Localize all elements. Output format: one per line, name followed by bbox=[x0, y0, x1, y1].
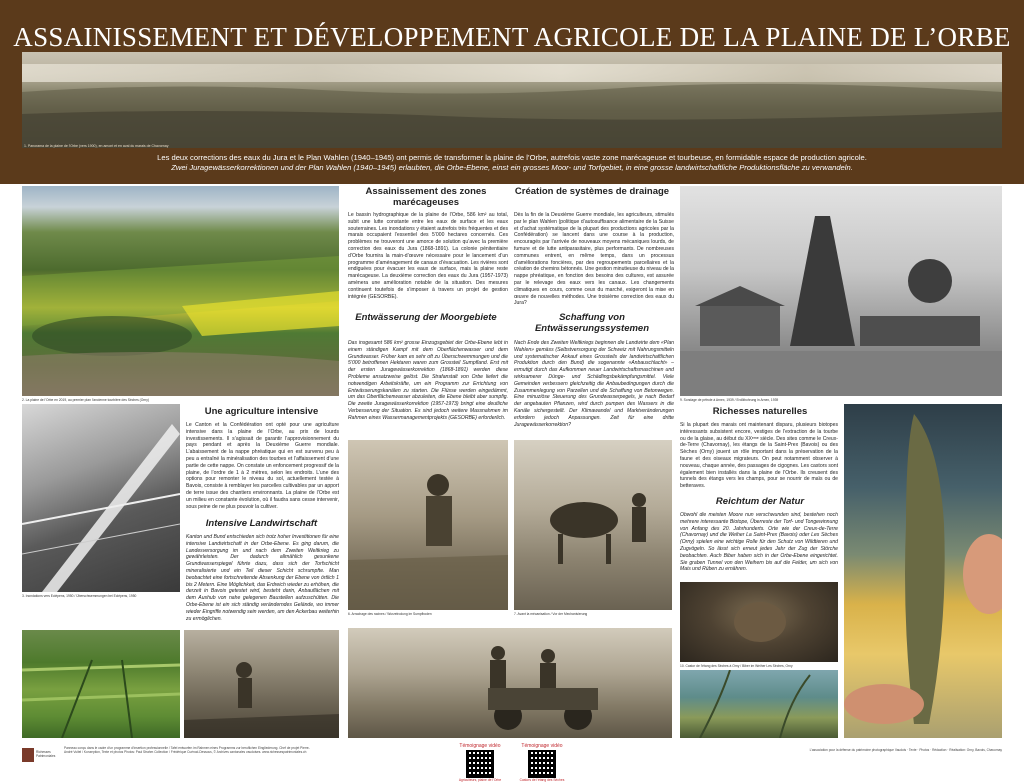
panorama-landscape bbox=[22, 52, 1002, 148]
qr-code-2[interactable] bbox=[528, 750, 556, 778]
video-link-2-sub: Castors de l’étang des Sèches bbox=[519, 778, 565, 782]
caption-photo-7: 7. Avant la mécanisation / Vor der Mechanisierung bbox=[514, 612, 588, 616]
panorama-photo bbox=[22, 52, 1002, 148]
intro-fr: Les deux corrections des eaux du Jura et le Plan Wahlen (1940–1945) ont permis de transformer la plaine de l’Orbe, autrefois vaste zone marécageuse et tourbeuse, en formidable espace de production agricole. bbox=[157, 153, 867, 162]
logo-label: Richesses Patrimoniales bbox=[36, 750, 56, 758]
intro-de: Zwei Juragewässerkorrektionen und der Plan Wahlen (1940–1945) erlaubten, die Orbe-Ebene, einst ein grosses Moor- und Torfgebiet, in eine grosse landwirtschaftliche Produktionsfläche zu verwandeln. bbox=[171, 163, 853, 172]
page-title: ASSAINISSEMENT ET DÉVELOPPEMENT AGRICOLE DE LA PLAINE DE L’ORBE bbox=[13, 22, 1011, 52]
video-link-2-label[interactable]: Témoignage vidéo bbox=[521, 743, 563, 749]
heading-drainage-de: Schaffung von Entwässerungssystemen bbox=[534, 312, 650, 334]
heading-naturelles-de: Reichtum der Natur bbox=[715, 496, 805, 507]
intro-block bbox=[0, 153, 1024, 173]
photo-plaine-2019 bbox=[22, 186, 339, 396]
photo-castor-shapes bbox=[680, 582, 838, 662]
body-assainissement-fr: Le bassin hydrographique de la plaine de l’Orbe, 586 km² au total, subit une lutte constante entre les eaux de surface et les eaux souterraines. Les inondations y étaient autrefois très fréquentes et des marais occupaient l’essentiel des 5’000 hectares concernés. Ces problèmes ne trouveront une amorce de solution qu’avec la première correction des eaux du Jura (1868-1891). La colonie pénitentiaire d’Orbe fournira la main-d’œuvre nécessaire pour le lancement d’un programme d’aménagement de canaux d’évacuation. Les rivières sont endiguées pour évacuer les eaux de surface, mais la plaine reste marécageuse. La deuxième correction des eaux du Jura (1957-1973) amènera une amélioration notable de la situation. Des mesures continuent toutefois de s’imposer à travers un projet de gestion intégrée (GESORBE). bbox=[348, 212, 508, 300]
footer-right-credits: L’association pour la défense du patrimoine photographique Vaudois · Texte · Photos · Rédaction · Réalisation: Orny, Bavois, Chavornay bbox=[809, 748, 1002, 752]
heading-drainage-fr: Création de systèmes de drainage bbox=[514, 186, 670, 197]
photo-recolte-pommes-terre bbox=[348, 628, 672, 738]
photo-sondage-petrole bbox=[680, 186, 1002, 396]
photo-inondations-1950 bbox=[22, 404, 180, 592]
photo-plaine-2019-shapes bbox=[22, 186, 339, 396]
footer bbox=[0, 740, 1024, 783]
body-naturelles-fr: Si la plupart des marais ont maintenant disparu, plusieurs biotopes intéressants subsistent encore, vestiges de l’extraction de la tourbe ou de la glaise, au début du XXᵉᵐᵉ siècle. Des sites comme le Creux-de-Terre (Chavornay), les étangs de la Saint-Prex (Bavois) ou des Sèches (Orny) jouent un rôle important dans la préservation de la faune et des oiseaux migrateurs. On peut notamment observer à nouveau, chaque année, des passages de cigognes. Les castors sont également bien installés dans la plaine de l’Orbe. Ils creusent des tunnels des étangs vers les champs, pour se nourrir de maïs ou de betteraves. bbox=[680, 422, 838, 490]
body-assainissement-de: Das insgesamt 586 km² grosse Einzugsgebiet der Orbe-Ebene lebt in einem ständigen Kampf mit dem Oberflächenwasser und dem Grundwasser. Früher kam es sehr oft zu Überschwemmungen und die 5’000 betroffenen Hektaren waren zum Grossteil Sumpfland. Erst mit der ersten Juragewässerkorrektion (1868-1891) werden diese Probleme ansatzweise gelöst. Die Strafanstalt von Orbe liefert die notwendigen Arbeitskräfte, um ein Programm zur Errichtung von Entwässerungskanälen zu starten. Die Flüsse werden eingedämmt, um das Oberflächenwasser abzuleiten, die Ebene bleibt aber sumpfig. Die zweite Juragewässerkorrektion (1957-1973) bringt eine deutliche Verbesserung der Situation. Es sind jedoch weitere Massnahmen im Rahmen eines Wassermanagementprojekts (GESORBE) erforderlich. bbox=[348, 340, 508, 421]
body-drainage-de: Nach Ende des Zweiten Weltkriegs beginnen die Landwirte dem «Plan Wahlen» gemäss (Selbstversorgung der Schweiz mit Nahrungsmitteln und systematischer Ankauf eines Grossteils der landwirtschaftlichen Produktion durch den Bund) die sogenannte «Anbauschlacht» – ermutigt durch das Aufkommen neuer Landwirtschaftsmaschinen und wirksamerer Dünge- und Schädlingsbekämpfungsmittel. Viele Gemeinden verbessern gleichzeitig die Anbaubedingungen durch die Zusammenlegung von Parzellen und die Schaffung von Betonwegen. Eine minuziöse Steuerung des Grundwasserpegels, je nach Bedarf der angebauten Pflanzen, wird durch pumpen des Wassers in die Kanäle sichergestellt. Der Klimawandel und Marktveränderungen erfordern jedoch Anpassungen. Zeit für eine dritte Juragewässerkorrektion? bbox=[514, 340, 674, 428]
photo-sondage-shapes bbox=[680, 186, 1002, 396]
photo-tetards-shapes bbox=[680, 670, 838, 738]
footer-credits: Panneau conçu dans le cadre d’un programme d’insertion professionnelle / Tafel entworfen im Rahmen eines Programms zur beruflichen Eingliederung. Chef de projet Pierre-André Vuitel / Konzeption, Texte et photos Photos: Paul Strahm Collection / Frédérique Cuénod-Dessous, © Archives cantonales vaudoises. www.richessespatrimoniales.ch bbox=[64, 746, 310, 754]
logo-icon bbox=[22, 748, 34, 762]
photo-recolte-shapes bbox=[348, 628, 672, 738]
caption-photo-6: 6. Arrachage des racines / Wurzelrodung im Sumpfboden bbox=[348, 612, 432, 616]
video-link-1-label[interactable]: Témoignage vidéo bbox=[459, 743, 501, 749]
photo-arrachage-racines bbox=[348, 440, 508, 610]
photo-brochet bbox=[844, 404, 1002, 738]
photo-brochet-shapes bbox=[844, 404, 1002, 738]
body-drainage-fr: Dès la fin de la Deuxième Guerre mondiale, les agriculteurs, stimulés par le plan Wahlen (politique d’autosuffisance alimentaire de la Suisse et d’achat systématique de la plupart des productions agricoles par la Confédération) se lancent dans une course à la production, encouragés par l’arrivée de nouveaux moyens mécaniques lourds, de fumure et de lutte antiparasitaire, plus performants. De nombreuses communes entrent, en même temps, dans un processus d’améliorations foncières, par des regroupements parcellaires et la création de chemins bétonnés. Une gestion minutieuse du niveau de la nappe phréatique, en fonction des besoins des cultures, est assurée par le relevage des eaux vers les canaux. Les changements climatiques en cours, comme ceux du marché, exigeront la mise en œuvre de nouvelles méthodes. Une troisième correction des eaux du Jura? bbox=[514, 212, 674, 307]
heading-assainissement-de: Entwässerung der Moorgebiete bbox=[355, 312, 497, 323]
photo-arrachage-shapes bbox=[348, 440, 508, 610]
heading-intensive-fr: Une agriculture intensive bbox=[204, 406, 319, 417]
photo-tetards bbox=[680, 670, 838, 738]
photo-riz-shapes bbox=[22, 630, 180, 738]
photo-riz-bavois bbox=[22, 630, 180, 738]
caption-photo-10: 10. Castor de l’étang des Sèches à Orny / Biber im Weiher Les Sèches, Orny bbox=[680, 664, 793, 668]
caption-photo-2: 2. La plaine de l’Orbe en 2019, au premier plan l’ancienne tourbière des Sèches (Orny) bbox=[22, 398, 150, 402]
body-intensive-fr: Le Canton et la Confédération ont opté pour une agriculture intensive dans la plaine de l’Orbe, au prix de lourds investissements. Il s’agissait de garantir l’approvisionnement du pays pendant et après la Deuxième Guerre mondiale. L’abaissement de la nappe phréatique qui en est survenu peu à peu a entraîné la minéralisation des tourbes et l’affaissement d’une partie de cette nappe. On constate un enfoncement progressif de la plaine, de l’ordre de 1 à 2 mètres, selon les endroits. L’une des options pour remonter le niveau du sol, actuellement testée à Bavois, consiste à remblayer les parcelles cultivables par un apport de terre issue des chantiers environnants. La plaine de l’Orbe est un milieu en constante évolution, où il faudra sans cesse intervenir, sous peine de ne plus pouvoir la cultiver. bbox=[186, 422, 339, 510]
photo-drainage-1940 bbox=[184, 630, 339, 738]
caption-photo-9: 9. Sondage de pétrole à Arnex, 1939 / Erdölbohrung in Arnex, 1939 bbox=[680, 398, 779, 402]
heading-assainissement-fr: Assainissement des zones marécageuses bbox=[365, 186, 487, 208]
caption-photo-3: 3. Inondations vers Eclépens, 1950 / Überschwemmungen bei Eclépens, 1950 bbox=[22, 594, 137, 598]
video-link-1-sub: Agriculteurs, plaine de l’Orbe bbox=[458, 778, 502, 782]
body-naturelles-de: Obwohl die meisten Moore nun verschwunden sind, bestehen noch mehrere interessante Biotope, Überreste der Torf- und Tongewinnung von Anfang des 20. Jahrhunderts. Orte wie der Creux-de-Terre (Chavornay) und die Weiher La Saint-Prex (Bavois) oder Les Sèches (Orny) spielen eine wichtige Rolle für den Schutz von Wildtieren und Zugvögeln. So lässt sich erneut jedes Jahr der Zug der Störche beobachten. Auch Biber haben sich in der Orbe-Ebene eingerichtet. Sie graben Tunnel von den Weihern bis auf die Felder, um sich von Mais und Rüben zu ernähren. bbox=[680, 512, 838, 573]
heading-intensive-de: Intensive Landwirtschaft bbox=[205, 518, 318, 529]
heading-naturelles-fr: Richesses naturelles bbox=[712, 406, 808, 417]
panorama-caption: 1. Panorama de la plaine de l'Orbe (vers 1900), en amont et en aval du marais de Chavornay bbox=[24, 144, 169, 148]
body-intensive-de: Kanton und Bund entschieden sich trotz hoher Investitionen für eine intensive Landwirtschaft in der Orbe-Ebene. Es ging darum, die Landesversorgung im und nach dem Zweiten Weltkrieg zu gewährleisten. Der dadurch allmählich gesunkene Grundwasserspiegel führte dazu, dass sich der Torfschicht mineralisierte und ein Teil dieser Schicht schrumpfte. Man beobachtet eine fortschreitende Absenkung der Ebene von örtlich 1 bis 2 Metern. Eine Möglichkeit, das Erdreich wieder zu erhöhen, die derzeit in Bavois getestet wird, besteht darin, Anbauflächen mit dem Aushub von nahe gelegenen Baustellen aufzuschütten. Die Orbe-Ebene ist ein sich ständig veränderndes Gelände, wo immer wieder Eingriffe notwendig sein werden, um den Ackerbau weiterhin zu ermöglichen. bbox=[186, 534, 339, 622]
photo-castor bbox=[680, 582, 838, 662]
photo-inondations-shapes bbox=[22, 404, 180, 592]
qr-code-1[interactable] bbox=[466, 750, 494, 778]
photo-drainage-shapes bbox=[184, 630, 339, 738]
photo-mecanisation-shapes bbox=[514, 440, 672, 610]
photo-avant-mecanisation bbox=[514, 440, 672, 610]
